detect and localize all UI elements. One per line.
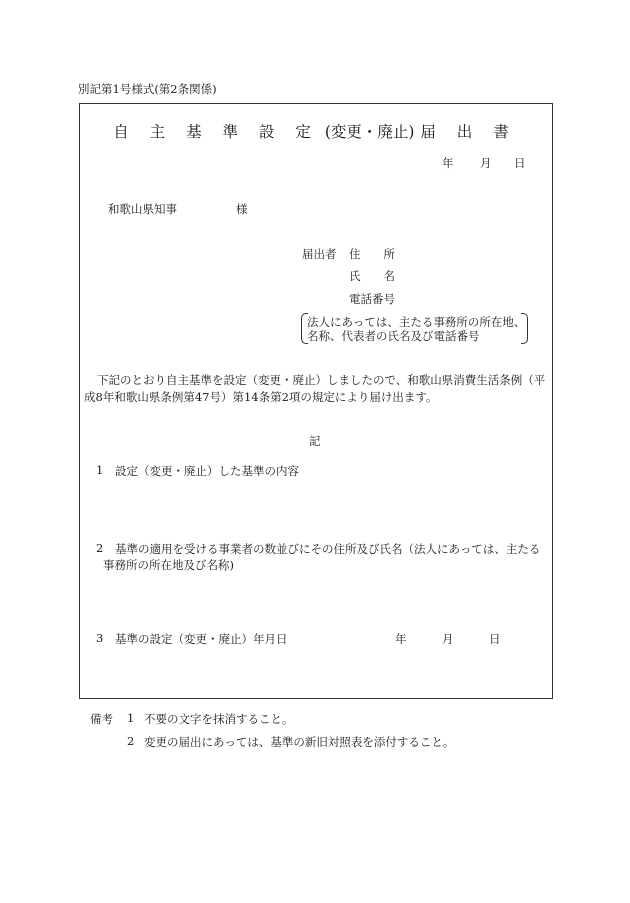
addressee-honorific: 様 [236,202,248,216]
date-day: 日 [514,156,526,170]
form-label: 別記第1号様式(第2条関係) [78,82,217,96]
ki-heading: 記 [309,434,321,448]
date-year: 年 [442,156,454,170]
title-paren: (変更・廃止) [324,123,415,141]
remark-1-number: 1 [127,711,135,725]
item-1-text: 設定（変更・廃止）した基準の内容 [115,464,299,478]
right-bracket [521,313,528,344]
form-title [79,120,551,142]
item-3-text: 基準の設定（変更・廃止）年月日 [115,632,288,646]
remark-2-number: 2 [127,734,135,748]
applicant-label: 届出者 [302,247,337,261]
item-3-month: 月 [442,632,454,646]
body-line-1: 下記のとおり自主基準を設定（変更・廃止）しましたので、和歌山県消費生活条例（平 [97,373,546,387]
remark-1-text: 不要の文字を抹消すること。 [144,712,294,726]
item-2-number: 2 [96,541,104,555]
corporate-note-line1: 法人にあっては、主たる事務所の所在地、 [307,315,526,329]
title-tail: 届 出 書 [420,123,517,141]
date-month: 月 [480,156,492,170]
addressee-name: 和歌山県知事 [108,202,177,216]
corporate-note-line2: 名称、代表者の氏名及び電話番号 [307,329,480,343]
name-label: 氏 名 [349,269,395,283]
address-label: 住 所 [349,247,395,261]
title-main: 自 主 基 準 設 定 [113,123,319,141]
item-3-day: 日 [489,632,501,646]
item-2-text-line2: 事務所の所在地及び名称) [103,558,234,572]
phone-label: 電話番号 [349,292,395,306]
item-3-number: 3 [96,631,104,645]
remark-2-text: 変更の届出にあっては、基準の新旧対照表を添付すること。 [144,735,455,749]
remarks-label: 備考 [90,712,113,726]
item-1-number: 1 [96,463,104,477]
corporate-note [301,313,528,344]
item-3-year: 年 [395,632,407,646]
body-line-2: 成8年和歌山県条例第47号）第14条第2項の規定により届け出ます。 [84,390,438,404]
item-2-text: 基準の適用を受ける事業者の数並びにその住所及び氏名（法人にあっては、主たる [115,542,541,556]
